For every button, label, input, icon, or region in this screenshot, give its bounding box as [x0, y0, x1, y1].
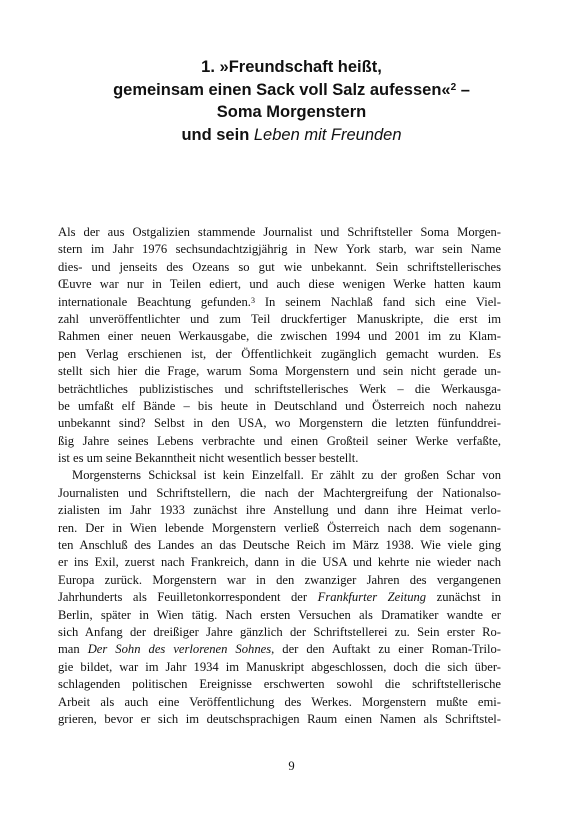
chapter-number: 1.	[201, 58, 215, 76]
chapter-title-dash: –	[456, 80, 470, 99]
text-line: Œuvre war nur in Teilen ediert, und auch diese wenigen Werke hatten kaum	[58, 277, 501, 292]
text-line: er ins Exil, zuerst nach Frankreich, dann in die USA und kehrte nie wieder nach	[58, 555, 501, 570]
text-line: schlagenden politischen Ereignisse erschwerten sowohl die schriftstellerische	[58, 677, 501, 692]
text-segment: In seinem Nachlaß fand sich eine Viel-	[254, 294, 501, 309]
text-line: ist es um seine Bekanntheit nicht wesentlich besser bestellt.	[58, 451, 359, 466]
text-line: Europa zurück. Morgenstern war in den zwanziger Jahren des vergangenen	[58, 572, 501, 587]
text-line: Als der aus Ostgalizien stammende Journalist und Schriftsteller Soma Morgen-	[58, 225, 501, 239]
text-line: Rahmen einer neuen Werkausgabe, die zwischen 1994 und 2001 im zu Klam-	[58, 329, 501, 344]
heading-line-2	[40, 79, 543, 102]
heading-line-4	[40, 124, 543, 147]
text-line: be umfaßt elf Bände – bis heute in Deutschland und Österreich noch nahezu	[58, 398, 501, 413]
heading-line-1	[40, 56, 543, 79]
chapter-title-line-4-italic: Leben mit Freunden	[253, 125, 402, 144]
text-line: Morgensterns Schicksal ist kein Einzelfall. Er zählt zu der großen Schar von	[72, 468, 501, 483]
text-line: stellt sich hier die Frage, warum Soma Morgenstern und sein nicht gerade un-	[58, 364, 501, 379]
footnote-ref-3[interactable]: 3	[250, 295, 255, 305]
text-line: dies- und jenseits des Ozeans so gut wie unbekannt. Sein schriftstellerisches	[58, 259, 501, 274]
text-segment: zunächst in	[426, 590, 501, 605]
italic-title: Der Sohn des verlorenen Sohnes	[87, 642, 272, 657]
text-segment: , der den Auftakt zu einer Roman-Trilo-	[271, 642, 501, 657]
text-line	[58, 641, 501, 658]
text-line: stern im Jahr 1976 sechsundachtzigjährig in New York starb, war sein Name	[58, 242, 501, 257]
text-line: grieren, bevor er sich im deutschsprachigen Raum einen Namen als Schriftstel-	[58, 711, 501, 726]
chapter-title-line-1: »Freundschaft heißt,	[219, 58, 382, 76]
text-line: beträchtliches publizistisches und schriftstellerisches Werk – die Werkausga-	[58, 381, 501, 396]
chapter-heading	[40, 56, 543, 146]
chapter-title-line-4-prefix: und sein	[181, 125, 254, 144]
chapter-title-line-3: Soma Morgenstern	[216, 103, 367, 121]
heading-line-3	[40, 101, 543, 124]
text-line: pen Verlag erschienen ist, der Öffentlichkeit zugänglich gemacht wurden. Es	[58, 346, 501, 361]
text-line: Berlin, später in Wien tätig. Nach ersten Versuchen als Dramatiker wandte er	[58, 607, 501, 622]
text-line: Journalisten und Schriftstellern, die nach der Machtergreifung der Nationalso-	[58, 485, 501, 500]
text-line: gie bildet, war im Jahr 1934 im Manuskript abgeschlossen, doch die sich über-	[58, 659, 501, 674]
chapter-title-line-2: gemeinsam einen Sack voll Salz aufessen«	[113, 80, 451, 99]
text-line: ßig Jahre seines Lebens verbrachte und einen Großteil seiner Werke verfaßte,	[58, 433, 501, 448]
text-segment: Jahrhunderts als Feuilletonkorrespondent der	[58, 590, 318, 605]
text-line	[58, 294, 501, 311]
italic-title: Frankfurter Zeitung	[317, 590, 427, 605]
text-line: Arbeit als auch eine Veröffentlichung des Werkes. Morgenstern mußte emi-	[58, 694, 501, 709]
text-line: zahl unveröffentlichter und zum Teil druckfertiger Manuskripte, die erst im	[58, 311, 501, 326]
text-line: zialisten im Jahr 1933 zunächst ihre Anstellung und dann ihre Heimat verlo-	[58, 503, 501, 518]
text-line	[58, 589, 501, 606]
body-text	[58, 224, 501, 728]
text-segment: internationale Beachtung gefunden.	[58, 294, 251, 309]
text-line: sich Anfang der dreißiger Jahre gänzlich der Schriftstellerei zu. Sein erster Ro-	[58, 624, 501, 639]
text-line: ten Anschluß des Landes an das Deutsche Reich im März 1938. Wie viele ging	[58, 538, 501, 553]
text-line: unbekannt sind? Selbst in den USA, wo Morgenstern die letzten fünfunddrei-	[58, 416, 501, 431]
text-segment: man	[58, 642, 88, 657]
text-line: ren. Der in Wien lebende Morgenstern verließ Österreich nach dem sogenann-	[58, 520, 501, 535]
footnote-ref-2[interactable]: 2	[450, 81, 457, 93]
page-number: 9	[288, 759, 295, 773]
